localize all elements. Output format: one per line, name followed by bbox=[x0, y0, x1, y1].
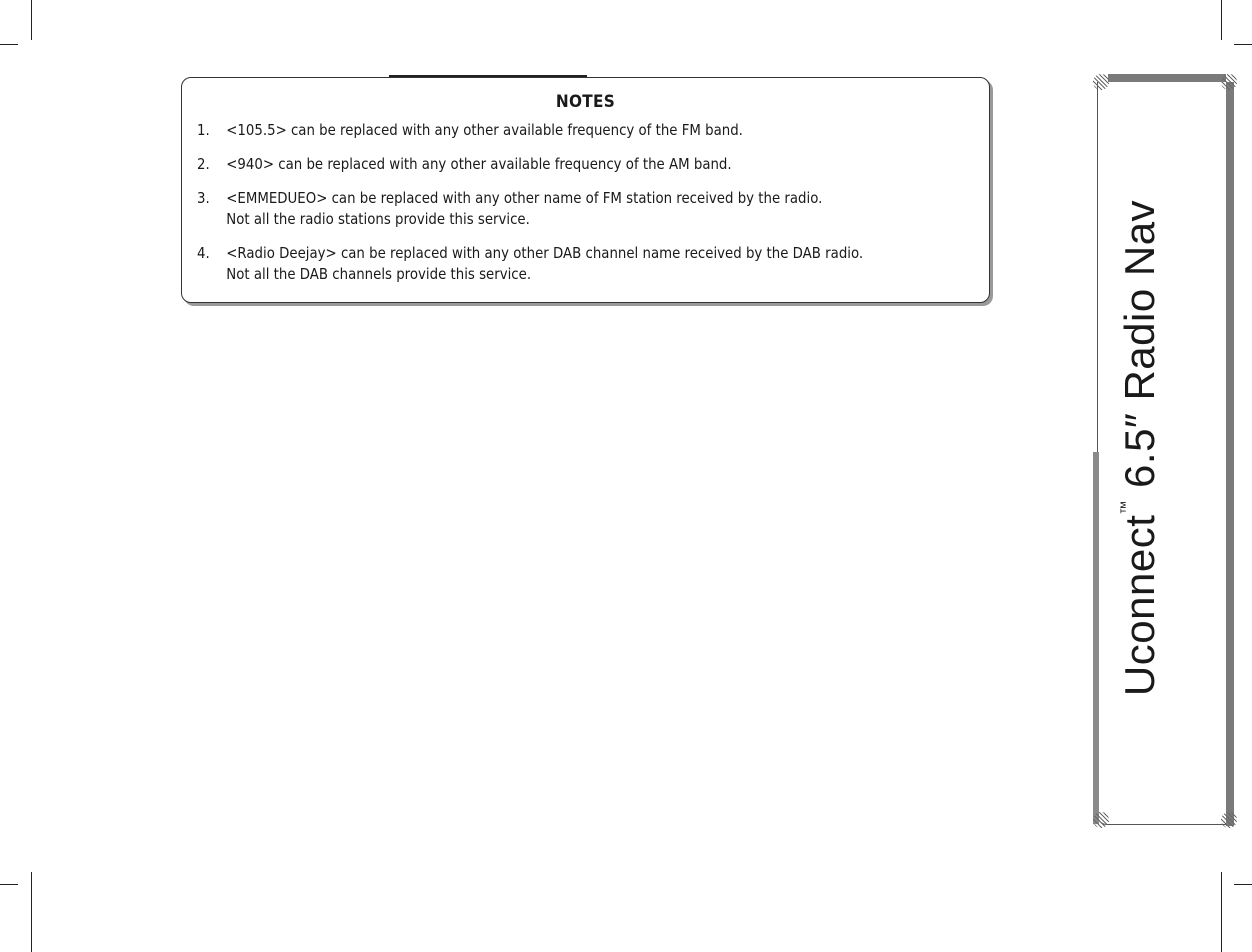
tab-right-bar bbox=[1226, 82, 1234, 826]
note-line: <Radio Deejay> can be replaced with any other DAB channel name received by the DAB radio. bbox=[226, 244, 864, 262]
note-line: Not all the radio stations provide this service. bbox=[226, 210, 530, 228]
note-text bbox=[226, 188, 822, 230]
section-side-tab bbox=[1093, 74, 1239, 829]
crop-mark bbox=[1234, 44, 1252, 45]
notes-box bbox=[181, 77, 990, 303]
note-item bbox=[197, 188, 1074, 230]
note-number: 1. bbox=[197, 121, 210, 139]
tab-top-bar bbox=[1108, 74, 1226, 82]
crop-mark bbox=[0, 44, 18, 45]
product-name: 6.5″ Radio Nav bbox=[1116, 199, 1163, 501]
notes-title: NOTES bbox=[555, 92, 616, 112]
note-item bbox=[197, 154, 1074, 175]
note-number: 3. bbox=[197, 189, 210, 207]
crop-mark bbox=[1234, 884, 1252, 885]
note-line: <940> can be replaced with any other available frequency of the AM band. bbox=[226, 155, 732, 173]
brand-name: Uconnect bbox=[1116, 514, 1163, 697]
crop-mark bbox=[1221, 872, 1222, 952]
corner-ornament bbox=[1093, 74, 1109, 90]
note-text bbox=[226, 243, 863, 285]
crop-mark bbox=[1221, 0, 1222, 40]
corner-ornament bbox=[1093, 812, 1109, 828]
corner-ornament bbox=[1221, 74, 1237, 90]
crop-mark bbox=[0, 884, 18, 885]
crop-mark bbox=[31, 872, 32, 952]
note-line: <105.5> can be replaced with any other available frequency of the FM band. bbox=[226, 121, 743, 139]
trademark-symbol: ™ bbox=[1117, 500, 1133, 515]
notes-list bbox=[197, 120, 1217, 298]
crop-mark bbox=[31, 0, 32, 40]
note-line: <EMMEDUEO> can be replaced with any other name of FM station received by the radio. bbox=[226, 189, 823, 207]
note-number: 2. bbox=[197, 155, 210, 173]
note-item bbox=[197, 120, 1074, 141]
note-text bbox=[226, 120, 743, 141]
note-text bbox=[226, 154, 731, 175]
note-line: Not all the DAB channels provide this service. bbox=[226, 265, 532, 283]
corner-ornament bbox=[1221, 812, 1237, 828]
tab-left-bar bbox=[1093, 452, 1099, 824]
section-title bbox=[1116, 200, 1164, 696]
note-number: 4. bbox=[197, 244, 210, 262]
note-item bbox=[197, 243, 1074, 285]
